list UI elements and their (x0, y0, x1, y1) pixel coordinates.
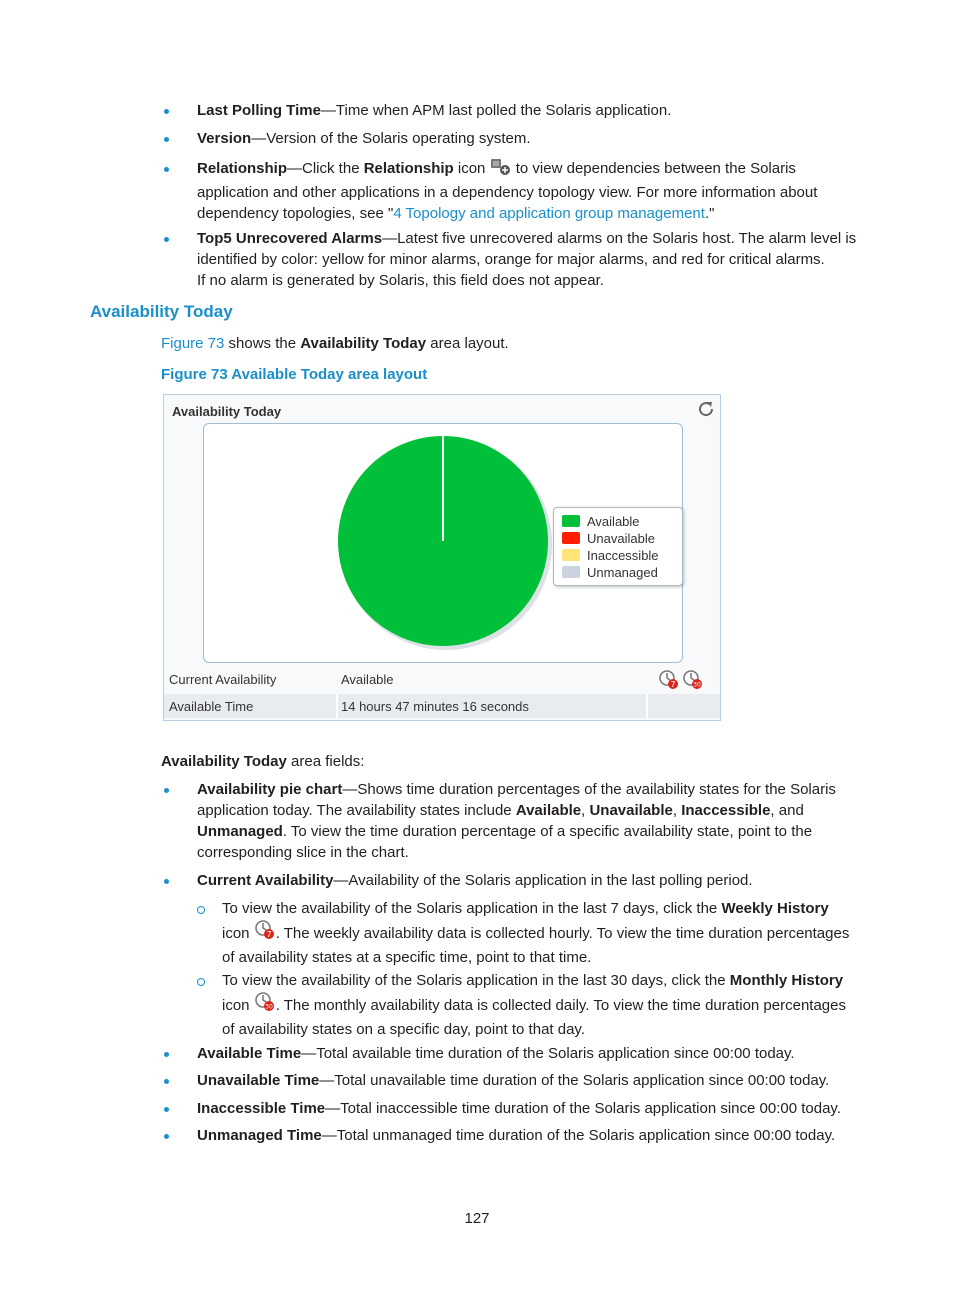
monthly-history-icon (254, 991, 276, 1019)
bullet-dot (164, 167, 169, 172)
topology-link[interactable]: 4 Topology and application group management (393, 205, 705, 222)
bullet-dot (164, 1052, 169, 1057)
bullet-current-availability: Current Availability—Availability of the Solaris application in the last polling period. (197, 872, 753, 889)
legend-swatch (562, 515, 580, 527)
legend-label: Inaccessible (587, 548, 659, 563)
sub-bullet-weekly: To view the availability of the Solaris application in the last 7 days, click the Weekly History icon 7 . The weekly availability data is collected hourly. To view the time duration percentages of availability states at a specific time, point to that time. (222, 900, 850, 966)
bullet-last-polling-time: Last Polling Time—Time when APM last polled the Solaris application. (197, 102, 672, 119)
legend-label: Available (587, 514, 640, 529)
row-label: Current Availability (169, 672, 277, 687)
bullet-dot (164, 237, 169, 242)
bullet-dot (164, 1079, 169, 1084)
legend-swatch (562, 532, 580, 544)
legend-label: Unmanaged (587, 565, 658, 580)
svg-text:30: 30 (693, 681, 701, 689)
panel-title: Availability Today (172, 404, 282, 419)
monthly-history-icon[interactable] (682, 669, 704, 695)
bullet-dot (164, 788, 169, 793)
bullet-dot (164, 879, 169, 884)
row-value: Available (341, 672, 394, 687)
current-availability-row (164, 667, 720, 692)
figure-caption: Figure 73 Available Today area layout (161, 366, 428, 383)
bullet-inaccessible-time: Inaccessible Time—Total inaccessible time duration of the Solaris application since 00:00 today. (197, 1100, 841, 1117)
figure-link[interactable]: Figure 73 (161, 335, 225, 352)
svg-text:7: 7 (670, 680, 676, 689)
legend-label: Unavailable (587, 531, 655, 546)
available-time-row (164, 694, 720, 718)
sub-bullet-monthly: To view the availability of the Solaris application in the last 30 days, click the Monthly History icon 30 . The monthly availability data is collected daily. To view the time duration percentages of availability states on a specific day, point to that day. (222, 972, 846, 1038)
bullet-relationship: Relationship—Click the Relationship icon to view dependencies between the Solaris application and other applications in a dependency topology view. For more information about dependency topologies, see "4 Topology and application group management." (197, 160, 818, 222)
weekly-history-icon[interactable] (658, 669, 680, 695)
cell-divider (646, 694, 648, 718)
bullet-unavailable-time: Unavailable Time—Total unavailable time duration of the Solaris application since 00:00 today. (197, 1072, 830, 1089)
row-value: 14 hours 47 minutes 16 seconds (341, 699, 529, 714)
row-label: Available Time (169, 699, 254, 714)
fields-intro: Availability Today area fields: (161, 753, 365, 770)
weekly-history-icon (254, 919, 276, 947)
bullet-pie-chart: Availability pie chart—Shows time duration percentages of the availability states for the Solaris application today. The availability states include Available, Unavailable, Inaccessible, and Unmanaged. To view the time duration percentage of a specific availability state, point to the corresponding slice in the chart. (197, 781, 836, 861)
bullet-dot (164, 109, 169, 114)
bullet-unmanaged-time: Unmanaged Time—Total unmanaged time duration of the Solaris application since 00:00 today. (197, 1127, 836, 1144)
cell-divider (336, 694, 338, 718)
figure-intro: Figure 73 shows the Availability Today area layout. (161, 335, 509, 352)
chart-legend (553, 507, 683, 586)
bullet-dot (164, 1107, 169, 1112)
pie-chart-area (203, 423, 683, 663)
sub-bullet-dot (197, 906, 205, 914)
sub-bullet-dot (197, 978, 205, 986)
refresh-icon[interactable] (696, 399, 716, 425)
bullet-dot (164, 137, 169, 142)
page-number: 127 (464, 1210, 490, 1227)
availability-today-panel (163, 394, 721, 721)
section-heading: Availability Today (90, 302, 233, 321)
bullet-dot (164, 1134, 169, 1139)
relationship-icon (490, 158, 512, 182)
svg-text:30: 30 (264, 1003, 273, 1011)
legend-swatch (562, 549, 580, 561)
bullet-top5-alarms: Top5 Unrecovered Alarms—Latest five unrecovered alarms on the Solaris host. The alarm level is identified by color: yellow for minor alarms, orange for major alarms, and red for critical alarms. If no alarm is generated by Solaris, this field does not appear. (197, 230, 857, 289)
legend-swatch (562, 566, 580, 578)
bullet-version: Version—Version of the Solaris operating system. (197, 130, 531, 147)
bullet-available-time: Available Time—Total available time duration of the Solaris application since 00:00 today. (197, 1045, 795, 1062)
svg-text:7: 7 (266, 930, 272, 939)
